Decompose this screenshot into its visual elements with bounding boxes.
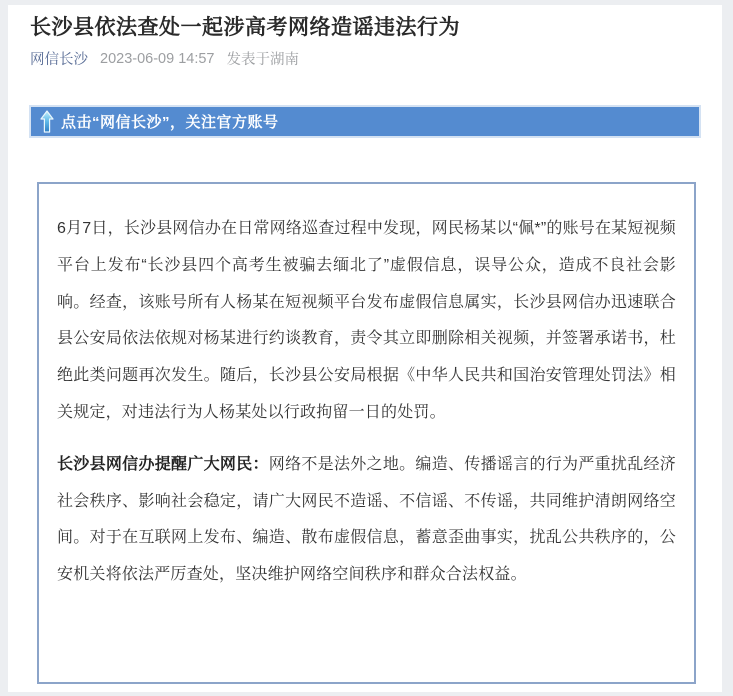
publish-timestamp: 2023-06-09 14:57 <box>100 50 215 67</box>
paragraph-2-lead: 长沙县网信办提醒广大网民： <box>57 455 269 473</box>
byline <box>30 48 299 69</box>
publish-location: 发表于湖南 <box>226 52 299 68</box>
follow-account-banner[interactable] <box>29 105 701 138</box>
page-title: 长沙县依法查处一起涉高考网络造谣违法行为 <box>30 16 460 39</box>
account-name-link[interactable]: 网信长沙 <box>30 52 88 68</box>
article-body-box <box>37 182 696 684</box>
article-paragraph-1: 6月7日，长沙县网信办在日常网络巡查过程中发现，网民杨某以“佩*”的账号在某短视频平台上发布“长沙县四个高考生被骗去缅北了”虚假信息，误导公众，造成不良社会影响。经查，该账号所有人杨某在短视频平台发布虚假信息属实，长沙县网信办迅速联合县公安局依法依规对杨某进行约谈教育，责令其立即删除相关视频，并签署承诺书，杜绝此类问题再次发生。随后，长沙县公安局根据《中华人民共和国治安管理处罚法》相关规定，对违法行为人杨某处以行政拘留一日的处罚。 <box>57 220 676 421</box>
banner-text: 点击“网信长沙”，关注官方账号 <box>61 114 279 131</box>
article-page <box>8 5 722 692</box>
article-paragraph-2 <box>57 447 676 594</box>
up-arrow-icon <box>40 107 54 136</box>
paragraph-2-body: 网络不是法外之地。编造、传播谣言的行为严重扰乱经济社会秩序、影响社会稳定，请广大网民不造谣、不信谣、不传谣，共同维护清朗网络空间。对于在互联网上发布、编造、散布虚假信息，蓄意歪曲事实，扰乱公共秩序的，公安机关将依法严厉查处，坚决维护网络空间秩序和群众合法权益。 <box>57 455 676 584</box>
